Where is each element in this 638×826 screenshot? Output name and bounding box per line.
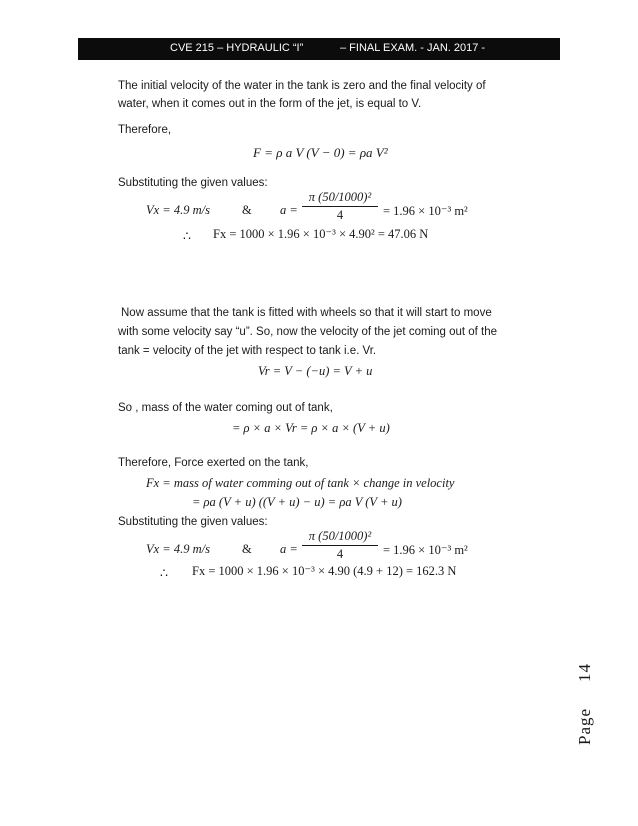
mass-label: So , mass of the water coming out of tank, — [118, 402, 333, 414]
substituting-label: Substituting the given values: — [118, 177, 268, 189]
force-equation: F = ρ a V (V − 0) = ρa V² — [253, 145, 388, 160]
force-equation-line-1: Fx = mass of water comming out of tank × change in velocity — [146, 476, 455, 490]
force-result-equation: Fx = 1000 × 1.96 × 10⁻³ × 4.90² = 47.06 N — [213, 227, 429, 241]
area-fraction — [302, 190, 378, 223]
mass-equation: = ρ × a × Vr = ρ × a × (V + u) — [232, 421, 390, 435]
velocity-value: Vx = 4.9 m/s — [146, 203, 210, 217]
area-denominator: 4 — [336, 547, 344, 561]
therefore-symbol: ∴ — [160, 566, 168, 580]
velocity-value: Vx = 4.9 m/s — [146, 542, 210, 556]
area-lhs: a = — [280, 542, 298, 556]
page-header — [78, 38, 560, 60]
therefore-symbol: ∴ — [183, 229, 191, 243]
header-exam-title: – FINAL EXAM. - JAN. 2017 - — [340, 42, 486, 54]
ampersand: & — [242, 542, 252, 556]
force-result-equation: Fx = 1000 × 1.96 × 10⁻³ × 4.90 (4.9 + 12) = 162.3 N — [192, 564, 457, 578]
paragraph-line: water, when it comes out in the form of the jet, is equal to V. — [118, 98, 422, 110]
area-numerator: π (50/1000)² — [302, 529, 378, 546]
page-number — [575, 605, 605, 745]
substituting-label: Substituting the given values: — [118, 516, 268, 528]
ampersand: & — [242, 203, 252, 217]
page-word: Page — [575, 707, 594, 745]
therefore-label: Therefore, — [118, 124, 172, 136]
area-denominator: 4 — [336, 208, 344, 222]
area-numerator: π (50/1000)² — [302, 190, 378, 207]
paragraph-line: with some velocity say “u”. So, now the velocity of the jet coming out of the — [118, 326, 498, 338]
page-number-value: 14 — [575, 662, 594, 682]
force-exerted-label: Therefore, Force exerted on the tank, — [118, 457, 309, 469]
header-course-title: CVE 215 – HYDRAULIC “I” — [170, 42, 304, 54]
paragraph-line: Now assume that the tank is fitted with wheels so that it will start to move — [121, 307, 492, 319]
paragraph-line: tank = velocity of the jet with respect to tank i.e. Vr. — [118, 345, 377, 357]
area-result: = 1.96 × 10⁻³ m² — [383, 543, 468, 557]
relative-velocity-equation: Vr = V − (−u) = V + u — [258, 364, 373, 378]
area-fraction — [302, 529, 378, 562]
force-equation-line-2: = ρa (V + u) ((V + u) − u) = ρa V (V + u) — [192, 495, 402, 509]
paragraph-line: The initial velocity of the water in the tank is zero and the final velocity of — [118, 80, 486, 92]
area-lhs: a = — [280, 203, 298, 217]
area-result: = 1.96 × 10⁻³ m² — [383, 204, 468, 218]
